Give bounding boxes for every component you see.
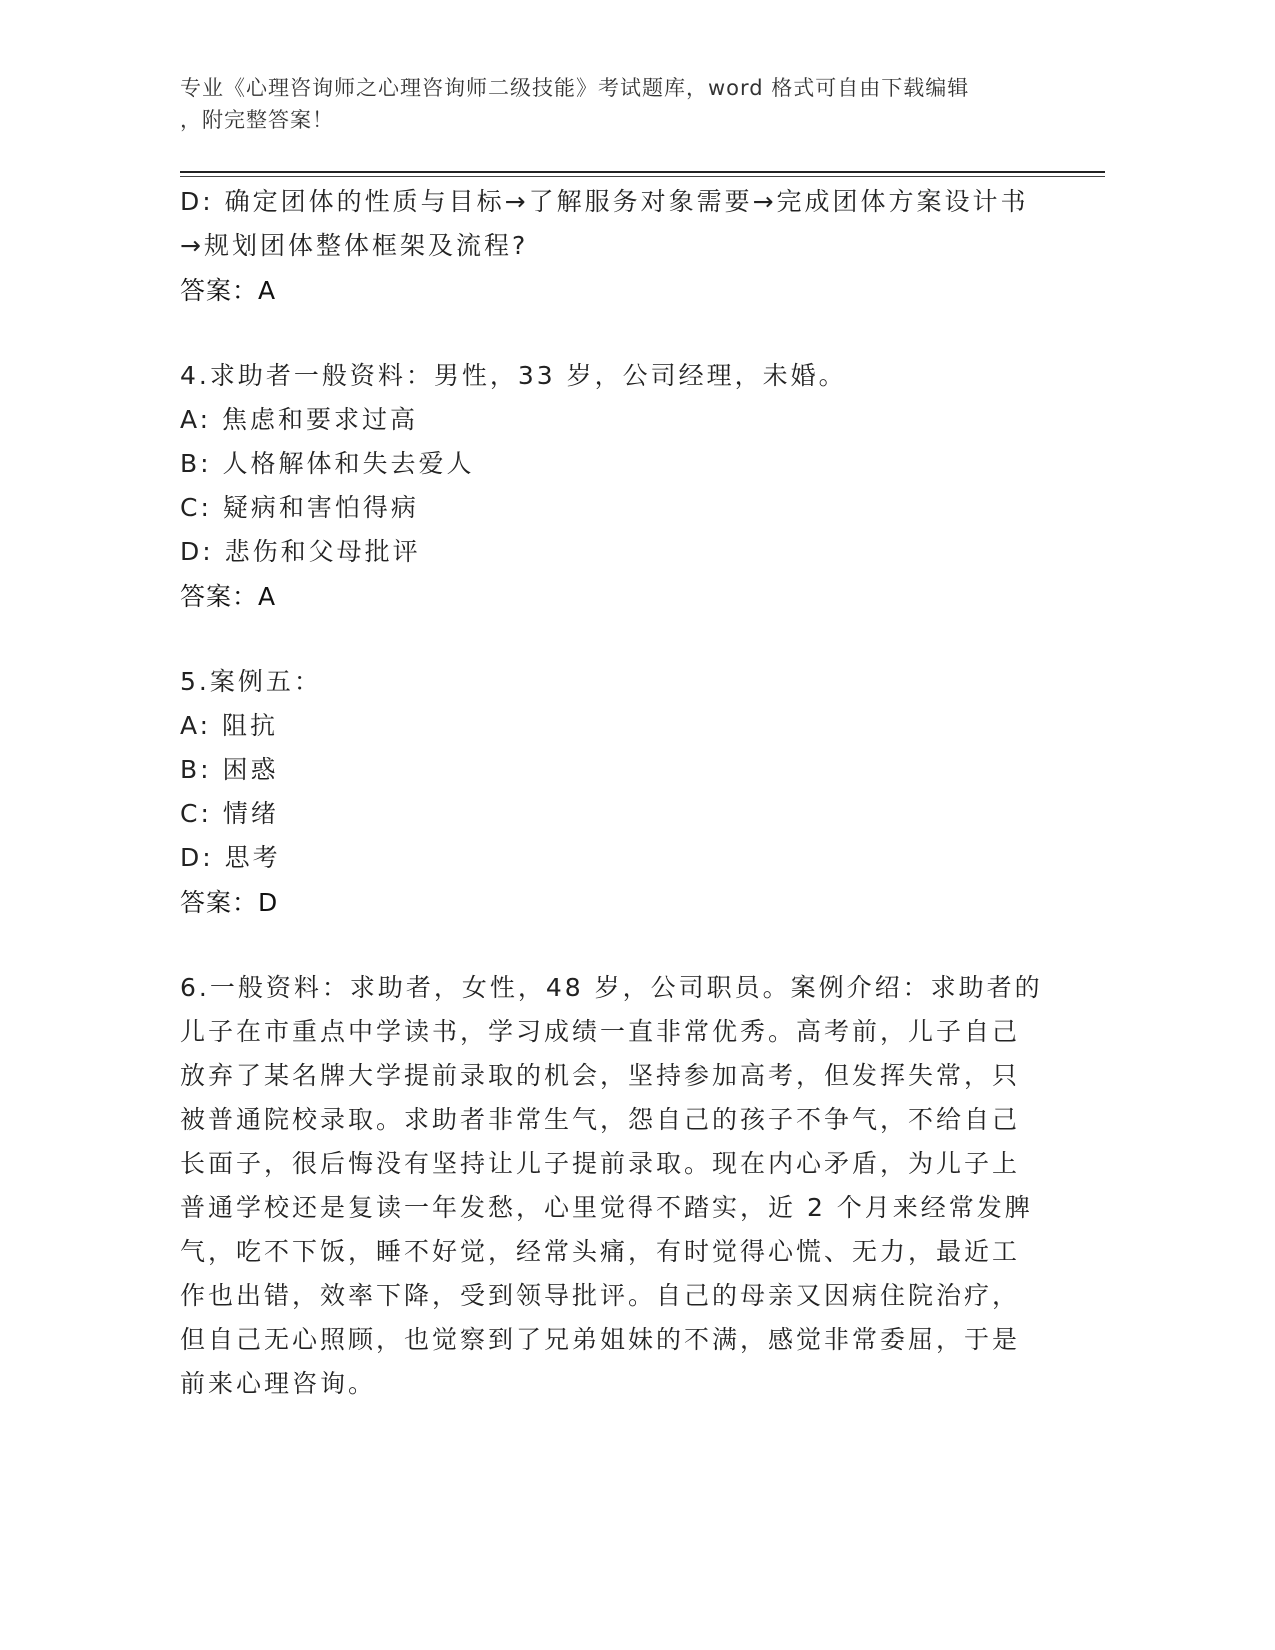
q3-option-d-line-2: →规划团体整体框架及流程? <box>180 231 529 260</box>
q4-stem: 4.求助者一般资料：男性，33 岁，公司经理，未婚。 <box>180 361 847 390</box>
question-3-tail <box>180 180 1030 314</box>
q6-line: 气，吃不下饭，睡不好觉，经常头痛，有时觉得心慌、无力，最近工 <box>180 1237 1021 1266</box>
q6-line: 普通学校还是复读一年发愁，心里觉得不踏实，近 2 个月来经常发脾 <box>180 1193 1033 1222</box>
q4-answer: 答案：A <box>180 582 277 611</box>
header-line-1: 专业《心理咨询师之心理咨询师二级技能》考试题库，word 格式可自由下载编辑 <box>180 76 970 100</box>
header-divider-thick <box>180 171 1105 173</box>
q6-line: 6.一般资料：求助者，女性，48 岁，公司职员。案例介绍：求助者的 <box>180 973 1043 1002</box>
q6-line: 但自己无心照顾，也觉察到了兄弟姐妹的不满，感觉非常委屈，于是 <box>180 1325 1021 1354</box>
spacer <box>180 926 1030 966</box>
question-6 <box>180 966 1043 1406</box>
q4-option-b: B: 人格解体和失去爱人 <box>180 449 475 478</box>
q5-option-a: A: 阻抗 <box>180 711 279 740</box>
q5-answer: 答案：D <box>180 888 279 917</box>
question-content <box>180 180 1043 1406</box>
q5-option-b: B: 困惑 <box>180 755 279 784</box>
q4-option-c: C: 疑病和害怕得病 <box>180 493 419 522</box>
q6-line: 作也出错，效率下降，受到领导批评。自己的母亲又因病住院治疗， <box>180 1281 1021 1310</box>
q3-option-d-line-1: D: 确定团体的性质与目标→了解服务对象需要→完成团体方案设计书 <box>180 187 1029 216</box>
q4-option-d: D: 悲伤和父母批评 <box>180 537 421 566</box>
header-line-2: ，附完整答案！ <box>180 108 334 132</box>
document-header <box>180 72 1050 136</box>
q6-line: 长面子，很后悔没有坚持让儿子提前录取。现在内心矛盾，为儿子上 <box>180 1149 1021 1178</box>
q6-line: 儿子在市重点中学读书，学习成绩一直非常优秀。高考前，儿子自己 <box>180 1017 1021 1046</box>
spacer <box>180 314 1030 354</box>
q6-line: 放弃了某名牌大学提前录取的机会，坚持参加高考，但发挥失常，只 <box>180 1061 1021 1090</box>
q6-line: 被普通院校录取。求助者非常生气，怨自己的孩子不争气，不给自己 <box>180 1105 1021 1134</box>
q4-option-a: A: 焦虑和要求过高 <box>180 405 419 434</box>
question-5 <box>180 660 1030 926</box>
q5-stem: 5.案例五： <box>180 667 322 696</box>
q6-line: 前来心理咨询。 <box>180 1369 377 1398</box>
header-divider-thin <box>180 176 1105 177</box>
q5-option-c: C: 情绪 <box>180 799 279 828</box>
spacer <box>180 620 1030 660</box>
q5-option-d: D: 思考 <box>180 843 281 872</box>
q3-answer: 答案：A <box>180 276 277 305</box>
question-4 <box>180 354 1030 620</box>
